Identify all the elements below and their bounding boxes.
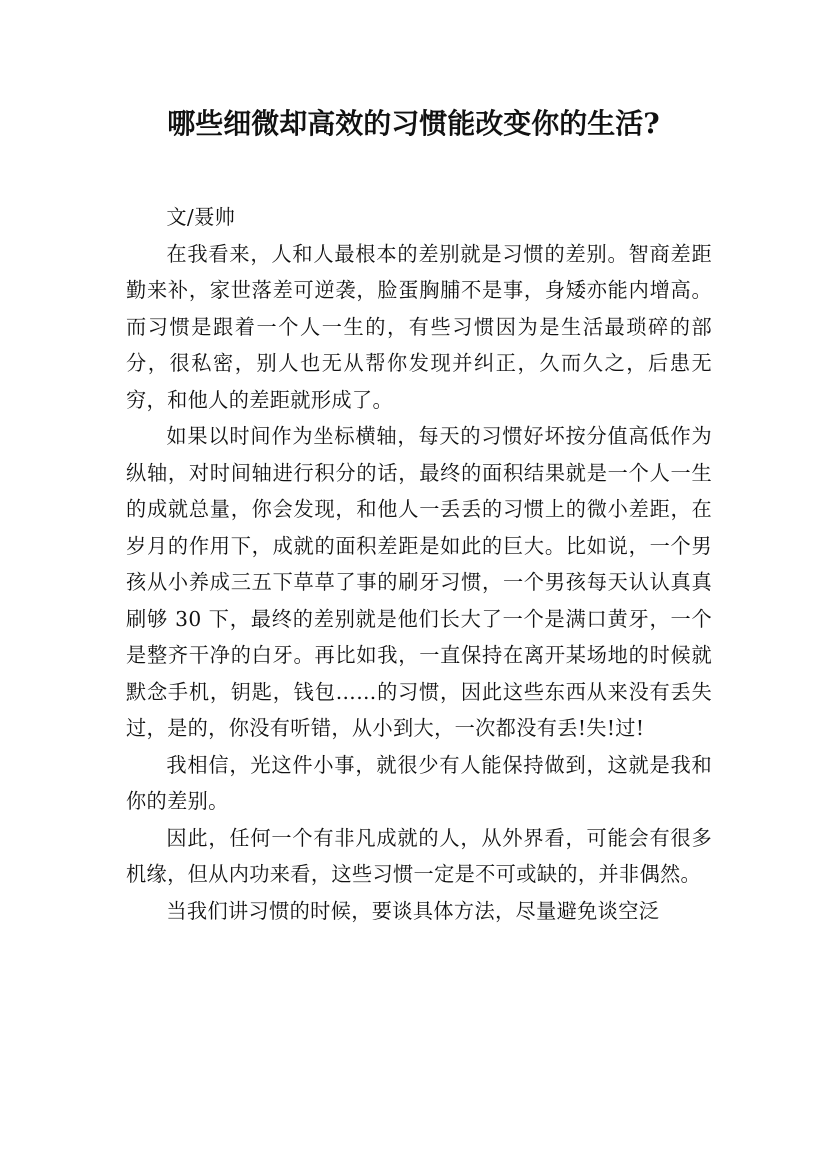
paragraph-1: 在我看来，人和人最根本的差别就是习惯的差别。智商差距勤来补，家世落差可逆袭，脸蛋胸脯不是事，身矮亦能内增高。而习惯是跟着一个人一生的，有些习惯因为是生活最琐碎的部分，很私密，别人也无从帮你发现并纠正，久而久之，后患无穷，和他人的差距就形成了。 xyxy=(126,241,712,412)
document-title: 哪些细微却高效的习惯能改变你的生活? xyxy=(167,107,660,140)
paragraph-2: 如果以时间作为坐标横轴，每天的习惯好坏按分值高低作为纵轴，对时间轴进行积分的话，最终的面积结果就是一个人一生的成就总量，你会发现，和他人一丢丢的习惯上的微小差距，在岁月的作用下，成就的面积差距是如此的巨大。比如说，一个男孩从小养成三五下草草了事的刷牙习惯，一个男孩每天认认真真刷够 30 下，最终的差别就是他们长大了一个是满口黄牙，一个是整齐干净的白牙。再比如我，一直保持在离开某场地的时候就默念手机，钥匙，钱包……的习惯，因此这些东西从来没有丢失过，是的，你没有听错，从小到大，一次都没有丢!失!过! xyxy=(126,424,712,740)
author-line: 文/聂帅 xyxy=(166,205,236,229)
paragraph-5: 当我们讲习惯的时候，要谈具体方法，尽量避免谈空泛 xyxy=(166,898,660,923)
document-body xyxy=(126,199,712,929)
paragraph-3: 我相信，光这件小事，就很少有人能保持做到，这就是我和你的差别。 xyxy=(126,752,712,813)
paragraph-4: 因此，任何一个有非凡成就的人，从外界看，可能会有很多机缘，但从内功来看，这些习惯一定是不可或缺的，并非偶然。 xyxy=(126,825,712,886)
